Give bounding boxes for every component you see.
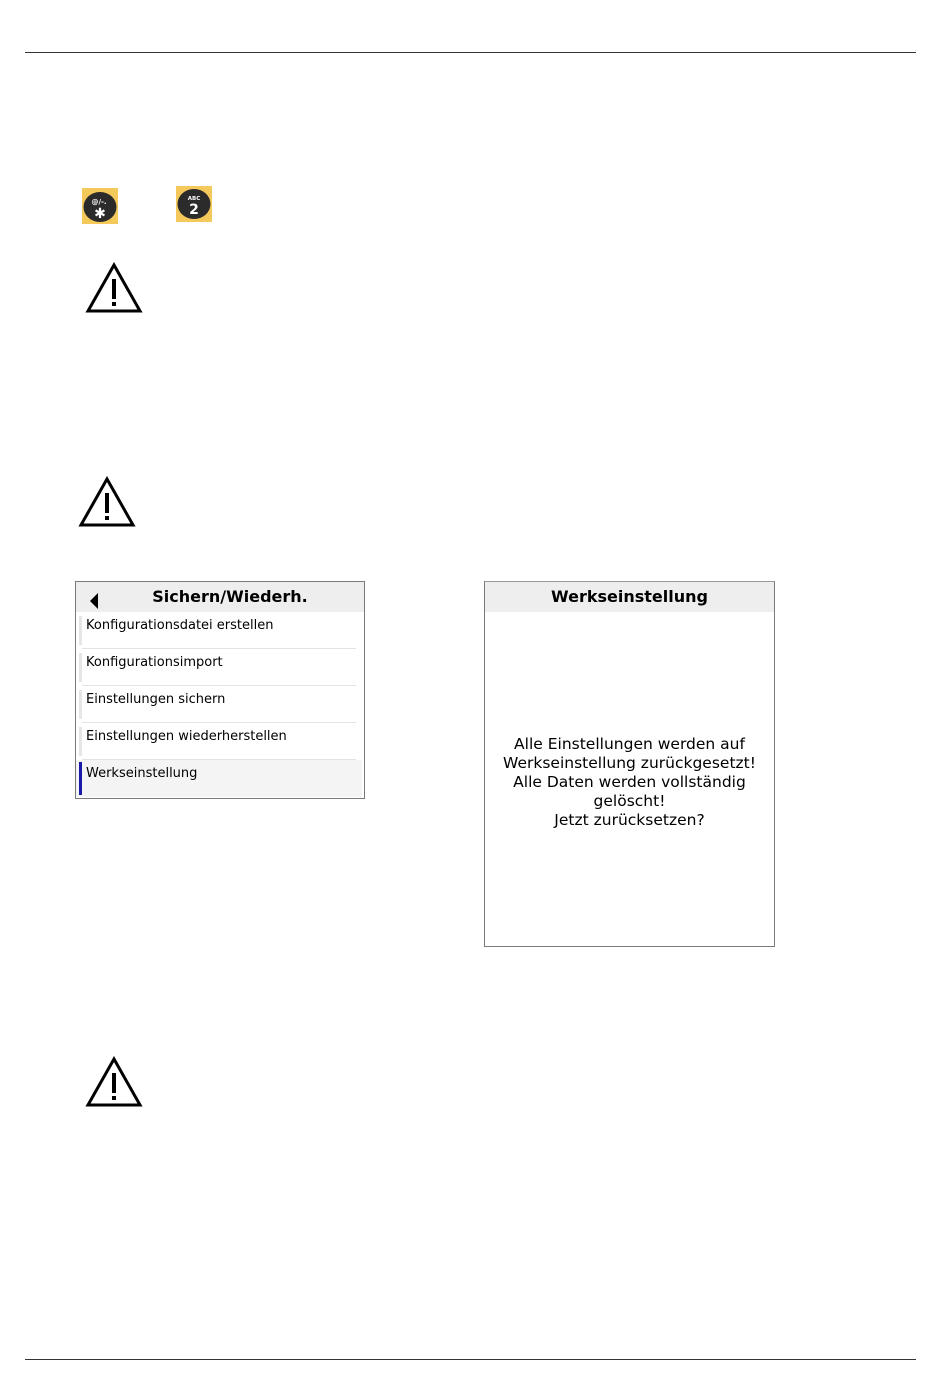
- screen-title: Sichern/Wiederh.: [152, 587, 308, 606]
- message-line: Werkseinstellung zurückgesetzt!: [503, 754, 756, 772]
- warning-icon: [85, 262, 143, 318]
- menu-item-config-file[interactable]: [76, 612, 364, 649]
- menu-item-save-settings[interactable]: [76, 686, 364, 723]
- screen-header: [485, 582, 774, 612]
- warning-icon: [78, 476, 136, 532]
- star-key-top-label: @/-.: [91, 198, 107, 206]
- warning-icon: [85, 1056, 143, 1112]
- menu-item-config-import[interactable]: [76, 649, 364, 686]
- menu-item-label: Werkseinstellung: [86, 766, 198, 781]
- item-marker: [79, 727, 82, 756]
- backup-restore-screen: [75, 581, 365, 799]
- message-line: Jetzt zurücksetzen?: [554, 811, 705, 829]
- menu-item-factory-reset[interactable]: [76, 760, 362, 797]
- item-marker: [79, 690, 82, 719]
- menu-item-label: Einstellungen wiederherstellen: [86, 729, 287, 744]
- reset-confirmation-message: [485, 735, 774, 830]
- menu-list: [76, 612, 364, 797]
- menu-item-label: Konfigurationsimport: [86, 655, 223, 670]
- two-key-main-label: 2: [189, 202, 199, 218]
- message-line: gelöscht!: [593, 792, 666, 810]
- screen-title: Werkseinstellung: [551, 587, 708, 606]
- two-key-icon: [176, 186, 212, 222]
- top-divider: [25, 52, 916, 53]
- bottom-divider: [25, 1359, 916, 1360]
- item-marker: [79, 616, 82, 645]
- menu-item-restore-settings[interactable]: [76, 723, 364, 760]
- menu-item-label: Konfigurationsdatei erstellen: [86, 618, 274, 633]
- star-key-icon: [82, 188, 118, 224]
- message-line: Alle Daten werden vollständig: [513, 773, 746, 791]
- item-marker: [79, 653, 82, 682]
- screen-header: [76, 582, 364, 612]
- selection-indicator: [79, 762, 82, 795]
- star-key-main-label: ✱: [94, 206, 106, 222]
- menu-item-label: Einstellungen sichern: [86, 692, 226, 707]
- message-line: Alle Einstellungen werden auf: [514, 735, 745, 753]
- factory-reset-screen: [484, 581, 775, 947]
- two-key-top-label: ABC: [187, 196, 201, 202]
